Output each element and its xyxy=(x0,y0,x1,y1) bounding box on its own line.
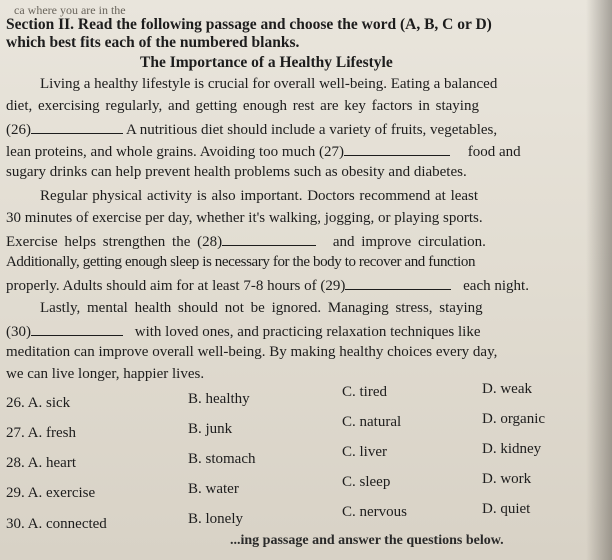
passage-text: and improve circulation. xyxy=(332,234,486,250)
option-29-b[interactable]: B. water xyxy=(188,481,239,497)
passage-line: meditation can improve overall well-being. By making healthy choices every day, xyxy=(6,344,498,360)
blank-28 xyxy=(222,231,316,246)
passage-text: A nutritious diet should include a variety of fruits, vegetables, xyxy=(125,122,498,138)
option-27-c[interactable]: C. natural xyxy=(342,414,402,430)
passage-line: 30 minutes of exercise per day, whether it's walking, jogging, or playing sports. xyxy=(6,210,483,226)
top-text-fragment: ca where you are in the xyxy=(14,3,126,17)
passage-text: Exercise helps strengthen the (28) xyxy=(6,234,223,250)
blank-number-26: (26) xyxy=(6,122,31,138)
blank-29 xyxy=(345,275,451,290)
passage-line: sugary drinks can help prevent health problems such as obesity and diabetes. xyxy=(6,164,467,180)
passage-text: properly. Adults should aim for at least 7-8 hours of (29) xyxy=(6,278,346,294)
section-instruction-line1: Section II. Read the following passage and choose the word (A, B, C or D) xyxy=(6,16,492,33)
passage-line xyxy=(6,275,529,295)
next-section-text: ...ing passage and answer the questions below. xyxy=(230,533,504,548)
passage-line xyxy=(6,119,497,139)
passage-line: Living a healthy lifestyle is crucial for overall well-being. Eating a balanced xyxy=(40,76,498,92)
passage-line: Lastly, mental health should not be ignored. Managing stress, staying xyxy=(40,300,483,316)
option-30-b[interactable]: B. lonely xyxy=(188,511,243,527)
option-29-c[interactable]: C. sleep xyxy=(342,474,391,490)
passage-line xyxy=(6,231,486,251)
option-26-d[interactable]: D. weak xyxy=(482,381,532,397)
option-28-a[interactable]: 28. A. heart xyxy=(6,455,76,471)
option-30-a[interactable]: 30. A. connected xyxy=(6,516,107,532)
option-26-c[interactable]: C. tired xyxy=(342,384,387,400)
option-26-a[interactable]: 26. A. sick xyxy=(6,395,71,411)
passage-title: The Importance of a Healthy Lifestyle xyxy=(140,54,393,71)
blank-26 xyxy=(31,119,123,134)
passage-text: with loved ones, and practicing relaxation techniques like xyxy=(134,324,481,340)
option-28-c[interactable]: C. liver xyxy=(342,444,387,460)
blank-number-30: (30) xyxy=(6,324,31,340)
blank-27 xyxy=(344,141,450,156)
option-27-a[interactable]: 27. A. fresh xyxy=(6,425,76,441)
blank-30 xyxy=(31,321,123,336)
option-29-d[interactable]: D. work xyxy=(482,471,532,487)
passage-line xyxy=(6,321,480,341)
option-30-d[interactable]: D. quiet xyxy=(482,501,531,517)
option-29-a[interactable]: 29. A. exercise xyxy=(6,485,96,501)
passage-line: we can live longer, happier lives. xyxy=(6,366,205,382)
passage-line: diet, exercising regularly, and getting enough rest are key factors in staying xyxy=(6,98,479,114)
option-28-b[interactable]: B. stomach xyxy=(188,451,256,467)
passage-text: lean proteins, and whole grains. Avoiding too much (27) xyxy=(6,144,344,160)
passage-line: Regular physical activity is also important. Doctors recommend at least xyxy=(40,188,479,204)
page-edge-shadow xyxy=(586,0,612,560)
option-26-b[interactable]: B. healthy xyxy=(188,391,250,407)
option-30-c[interactable]: C. nervous xyxy=(342,504,407,520)
passage-text: each night. xyxy=(463,278,529,294)
passage-line xyxy=(6,141,521,161)
option-27-b[interactable]: B. junk xyxy=(188,421,233,437)
passage-line: Additionally, getting enough sleep is necessary for the body to recover and function xyxy=(6,254,476,270)
option-27-d[interactable]: D. organic xyxy=(482,411,546,427)
option-28-d[interactable]: D. kidney xyxy=(482,441,542,457)
passage-text: food and xyxy=(467,144,521,160)
section-instruction-line2: which best fits each of the numbered blanks. xyxy=(6,34,300,51)
